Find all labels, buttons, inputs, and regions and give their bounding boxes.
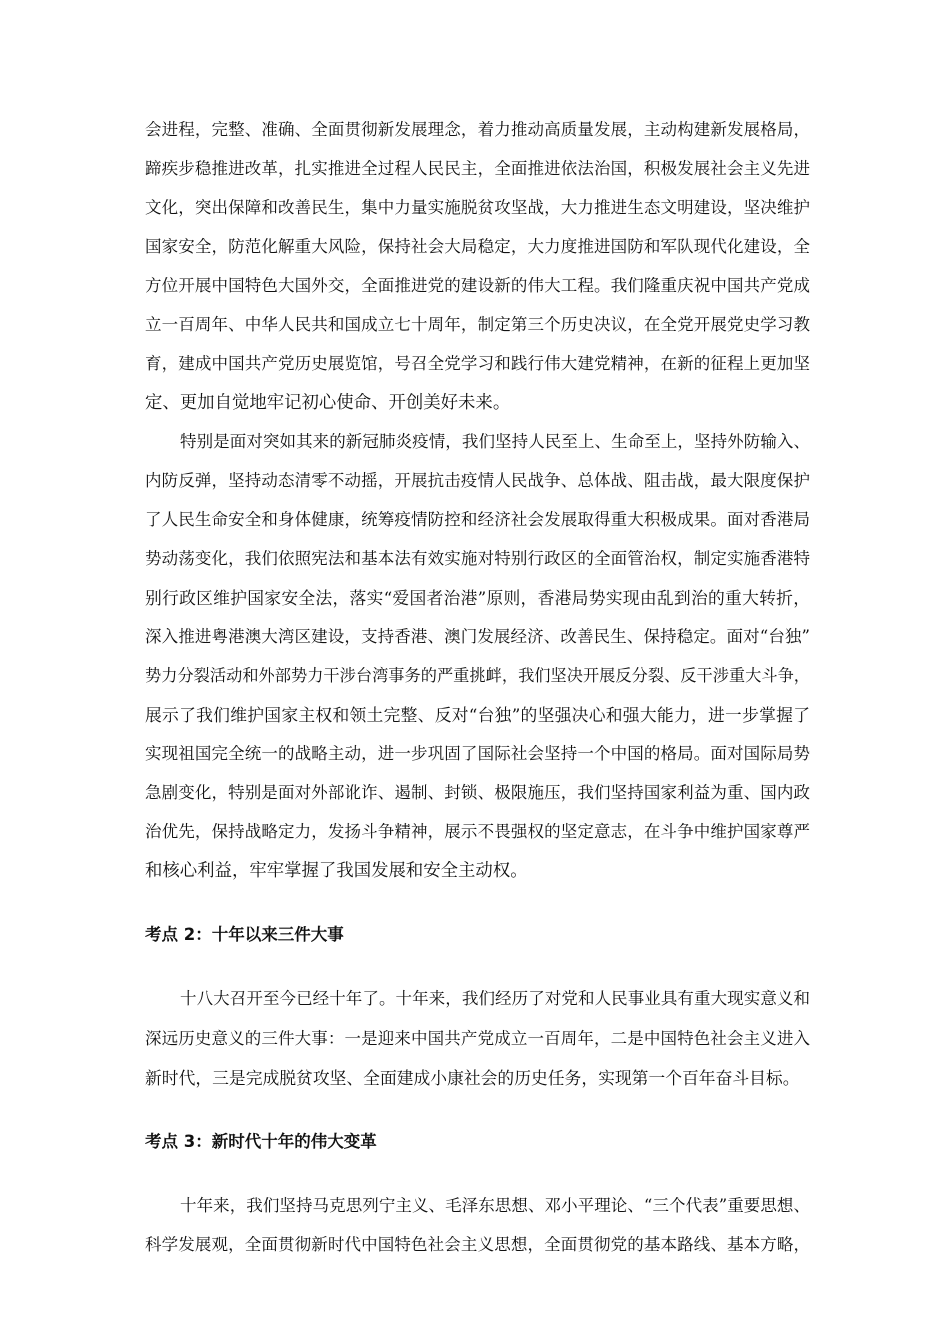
- paragraph-line: 急剧变化，特别是面对外部讹诈、遏制、封锁、极限施压，我们坚持国家利益为重、国内政: [145, 783, 810, 802]
- paragraph-line: 实现祖国完全统一的战略主动，进一步巩固了国际社会坚持一个中国的格局。面对国际局势: [145, 744, 810, 763]
- paragraph-line: 内防反弹，坚持动态清零不动摇，开展抗击疫情人民战争、总体战、阻击战，最大限度保护: [145, 471, 810, 490]
- paragraph-line: 定、更加自觉地牢记初心使命、开创美好未来。: [145, 393, 511, 413]
- paragraph-line: 深入推进粤港澳大湾区建设，支持香港、澳门发展经济、改善民生、保持稳定。面对“台独”: [145, 627, 810, 646]
- paragraph-line: 会进程，完整、准确、全面贯彻新发展理念，着力推动高质量发展，主动构建新发展格局，: [145, 120, 810, 139]
- paragraph-line: 科学发展观，全面贯彻新时代中国特色社会主义思想，全面贯彻党的基本路线、基本方略，: [145, 1235, 810, 1254]
- paragraph-line: 十八大召开至今已经十年了。十年来，我们经历了对党和人民事业具有重大现实意义和: [180, 989, 810, 1008]
- paragraph-line: 势动荡变化，我们依照宪法和基本法有效实施对特别行政区的全面管治权，制定实施香港特: [145, 549, 810, 568]
- paragraph-line: 国家安全，防范化解重大风险，保持社会大局稳定，大力度推进国防和军队现代化建设，全: [145, 237, 810, 256]
- paragraph-line: 十年来，我们坚持马克思列宁主义、毛泽东思想、邓小平理论、“三个代表”重要思想、: [180, 1196, 810, 1215]
- paragraph-line: 特别是面对突如其来的新冠肺炎疫情，我们坚持人民至上、生命至上，坚持外防输入、: [180, 432, 810, 451]
- paragraph-line: 新时代，三是完成脱贫攻坚、全面建成小康社会的历史任务，实现第一个百年奋斗目标。: [145, 1068, 800, 1088]
- paragraph-line: 势力分裂活动和外部势力干涉台湾事务的严重挑衅，我们坚决开展反分裂、反干涉重大斗争，: [145, 666, 810, 685]
- paragraph-line: 蹄疾步稳推进改革，扎实推进全过程人民民主，全面推进依法治国，积极发展社会主义先进: [145, 159, 810, 178]
- paragraph-line: 别行政区维护国家安全法，落实“爱国者治港”原则，香港局势实现由乱到治的重大转折，: [145, 588, 810, 608]
- paragraph-line: 立一百周年、中华人民共和国成立七十周年，制定第三个历史决议，在全党开展党史学习教: [145, 315, 810, 334]
- paragraph-line: 治优先，保持战略定力，发扬斗争精神，展示不畏强权的坚定意志，在斗争中维护国家尊严: [145, 822, 810, 841]
- paragraph-line: 和核心利益，牢牢掌握了我国发展和安全主动权。: [145, 861, 528, 881]
- paragraph-line: 深远历史意义的三件大事：一是迎来中国共产党成立一百周年，二是中国特色社会主义进入: [145, 1029, 810, 1048]
- section-heading: 考点 3：新时代十年的伟大变革: [145, 1132, 377, 1151]
- paragraph-line: 方位开展中国特色大国外交，全面推进党的建设新的伟大工程。我们隆重庆祝中国共产党成: [145, 276, 810, 295]
- paragraph-line: 文化，突出保障和改善民生，集中力量实施脱贫攻坚战，大力推进生态文明建设，坚决维护: [145, 198, 810, 217]
- paragraph-line: 展示了我们维护国家主权和领土完整、反对“台独”的坚强决心和强大能力，进一步掌握了: [145, 705, 810, 725]
- paragraph-line: 育，建成中国共产党历史展览馆，号召全党学习和践行伟大建党精神，在新的征程上更加坚: [145, 354, 810, 373]
- section-heading: 考点 2：十年以来三件大事: [145, 925, 344, 944]
- paragraph-line: 了人民生命安全和身体健康，统筹疫情防控和经济社会发展取得重大积极成果。面对香港局: [145, 510, 810, 529]
